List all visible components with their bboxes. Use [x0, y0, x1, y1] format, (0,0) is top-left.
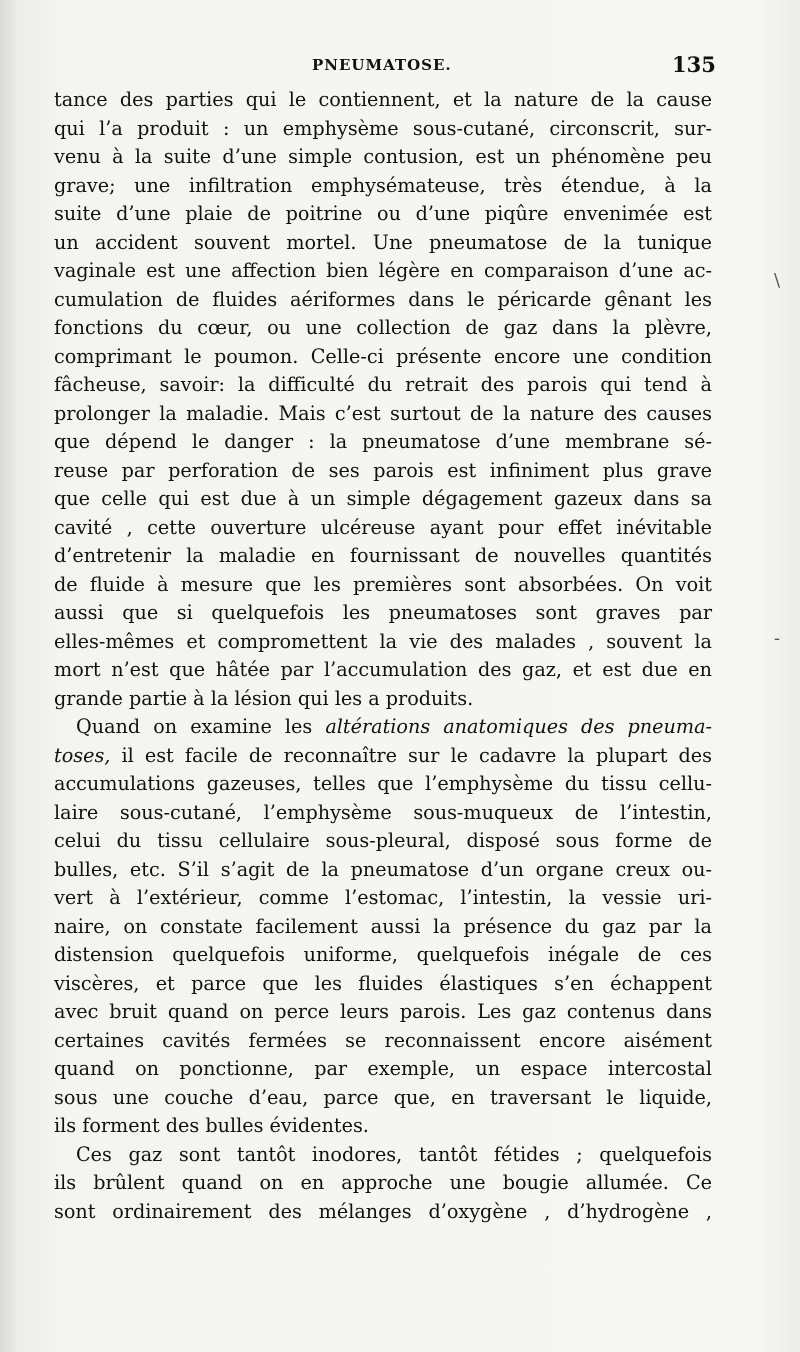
text-line: que celle qui est due à un simple dégagement gazeux dans sa: [54, 487, 712, 510]
text-line: bulles, etc. S’il s’agit de la pneumatose d’un organe creux ou-: [54, 857, 712, 881]
text-line: distension quelquefois uniforme, quelquefois inégale de ces: [54, 943, 712, 966]
paragraph-1: [54, 86, 712, 713]
text-line: un accident souvent mortel. Une pneumatose de la tunique: [54, 230, 712, 254]
text-line: sont ordinairement des mélanges d’oxygène , d’hydrogène ,: [54, 1199, 712, 1223]
paragraph-3: [54, 1141, 712, 1227]
page-number: 135: [672, 52, 716, 77]
text-line: quand on ponctionne, par exemple, un espace intercostal: [54, 1057, 712, 1080]
text-line: prolonger la maladie. Mais c’est surtout de la nature des causes: [54, 401, 712, 425]
text-line: vaginale est une affection bien légère en comparaison d’une ac-: [54, 259, 712, 282]
text-line: fâcheuse, savoir: la difficulté du retrait des parois qui tend à: [54, 373, 712, 396]
italic-term: altérations anatomiques des pneuma-: [325, 715, 712, 738]
text-line: sous une couche d’eau, parce que, en traversant le liquide,: [54, 1085, 712, 1109]
text-line: ils brûlent quand on en approche une bougie allumée. Ce: [54, 1171, 712, 1194]
text-line: tance des parties qui le contiennent, et la nature de la cause: [54, 88, 712, 111]
text-line: venu à la suite d’une simple contusion, est un phénomène peu: [54, 145, 712, 168]
text-run: il est facile de reconnaître sur le cadavre la plupart des: [110, 743, 712, 767]
text-line: certaines cavités fermées se reconnaissent encore aisément: [54, 1028, 712, 1052]
margin-tick-mark: \: [774, 270, 781, 291]
text-line: comprimant le poumon. Celle-ci présente encore une condition: [54, 344, 712, 368]
text-line: accumulations gazeuses, telles que l’emphysème du tissu cellu-: [54, 772, 712, 795]
text-line: reuse par perforation de ses parois est infiniment plus grave: [54, 458, 712, 482]
text-line: celui du tissu cellulaire sous-pleural, disposé sous forme de: [54, 829, 712, 852]
text-line: suite d’une plaie de poitrine ou d’une piqûre envenimée est: [54, 202, 712, 225]
text-line: cavité , cette ouverture ulcéreuse ayant pour effet inévitable: [54, 515, 712, 539]
text-line: grande partie à la lésion qui les a produits.: [54, 686, 474, 710]
text-line: aussi que si quelquefois les pneumatoses sont graves par: [54, 601, 712, 624]
text-line: [54, 713, 712, 742]
text-line: [54, 742, 712, 771]
text-line: fonctions du cœur, ou une collection de gaz dans la plèvre,: [54, 316, 712, 339]
text-line: vert à l’extérieur, comme l’estomac, l’intestin, la vessie uri-: [54, 886, 712, 909]
text-line: de fluide à mesure que les premières sont absorbées. On voit: [54, 572, 712, 596]
text-line: laire sous-cutané, l’emphysème sous-muqueux de l’intestin,: [54, 800, 712, 824]
text-line: que dépend le danger : la pneumatose d’une membrane sé-: [54, 430, 712, 453]
text-run: Quand on examine les: [76, 715, 326, 738]
running-title: PNEUMATOSE.: [312, 56, 452, 74]
body-text: [54, 86, 712, 1226]
text-line: viscères, et parce que les fluides élastiques s’en échappent: [54, 971, 712, 995]
text-line: grave; une infiltration emphysémateuse, très étendue, à la: [54, 173, 712, 197]
text-line: avec bruit quand on perce leurs parois. Les gaz contenus dans: [54, 1000, 712, 1023]
text-line: naire, on constate facilement aussi la présence du gaz par la: [54, 914, 712, 938]
running-head: [0, 52, 800, 82]
text-line: ils forment des bulles évidentes.: [54, 1114, 369, 1137]
text-line: qui l’a produit : un emphysème sous-cutané, circonscrit, sur-: [54, 116, 712, 140]
text-line: mort n’est que hâtée par l’accumulation des gaz, et est due en: [54, 658, 712, 681]
text-line: elles-mêmes et compromettent la vie des malades , souvent la: [54, 629, 712, 653]
paragraph-2: [54, 713, 712, 1141]
text-line: cumulation de fluides aériformes dans le péricarde gênant les: [54, 287, 712, 311]
text-line: d’entretenir la maladie en fournissant de nouvelles quantités: [54, 544, 712, 567]
text-line: Ces gaz sont tantôt inodores, tantôt fétides ; quelquefois: [76, 1142, 712, 1166]
italic-term: toses,: [54, 743, 111, 767]
margin-tick-mark: -: [774, 628, 781, 649]
